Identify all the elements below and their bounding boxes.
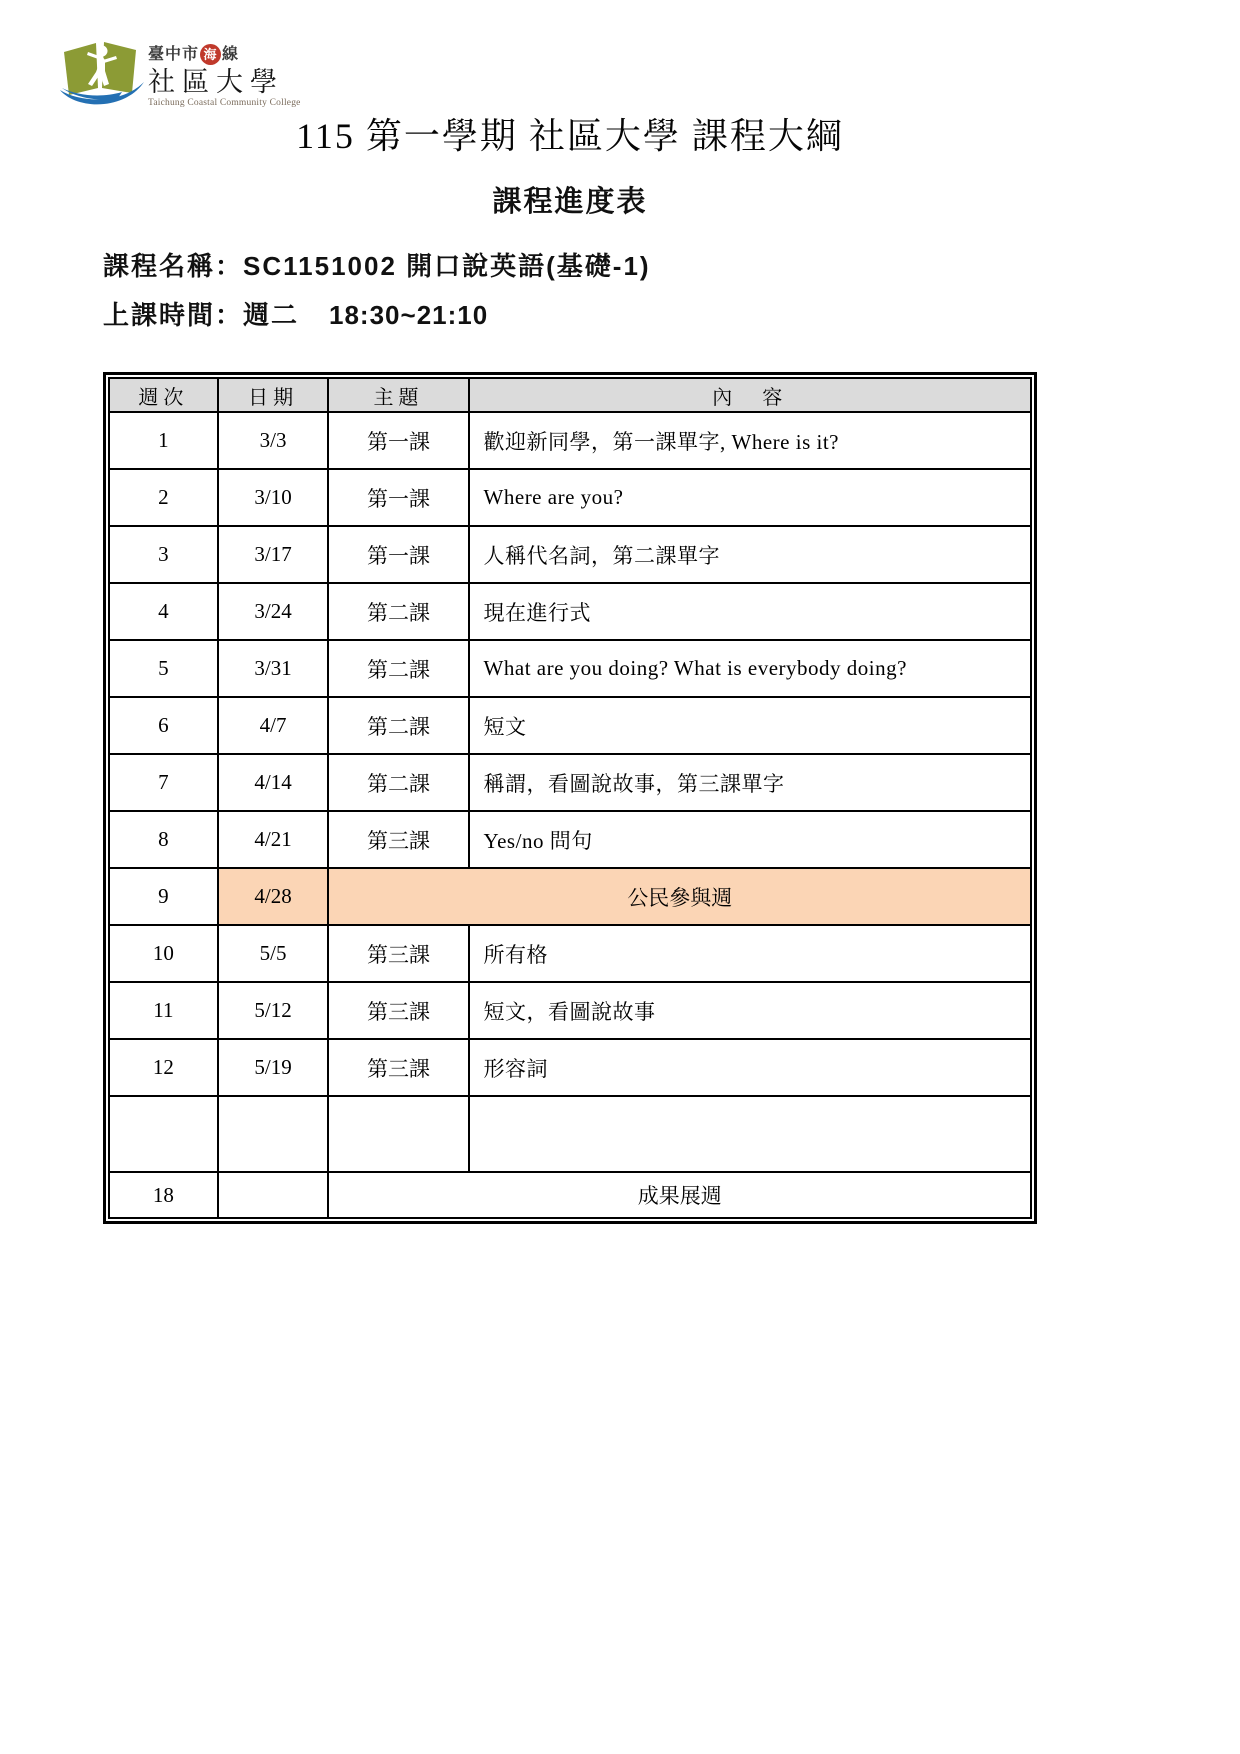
topic-cell: 第一課	[328, 526, 468, 583]
week-cell: 5	[109, 640, 218, 697]
schedule-table	[108, 377, 1032, 1219]
topic-cell: 第二課	[328, 640, 468, 697]
content-cell: Where are you?	[469, 469, 1031, 526]
week-cell: 18	[109, 1172, 218, 1218]
table-row	[109, 754, 1031, 811]
topic-cell: 第三課	[328, 811, 468, 868]
topic-cell: 第三課	[328, 925, 468, 982]
date-cell	[218, 1172, 329, 1218]
week-cell: 10	[109, 925, 218, 982]
topic-cell: 第三課	[328, 982, 468, 1039]
course-time-line	[103, 295, 1037, 332]
date-cell: 4/21	[218, 811, 329, 868]
course-time-value: 18:30~21:10	[329, 300, 489, 330]
content-cell: Yes/no 問句	[469, 811, 1031, 868]
content-cell: 短文	[469, 697, 1031, 754]
topic-cell: 第二課	[328, 754, 468, 811]
date-cell: 3/10	[218, 469, 329, 526]
content-cell	[469, 1096, 1031, 1172]
page-title: 115 第一學期 社區大學 課程大綱	[296, 116, 844, 156]
document-content	[103, 0, 1037, 1224]
schedule-table-border	[103, 372, 1037, 1224]
table-row	[109, 1172, 1031, 1218]
course-time-label: 上課時間：週二	[103, 300, 300, 330]
table-row	[109, 526, 1031, 583]
date-cell: 4/28	[218, 868, 329, 925]
content-cell: 稱謂，看圖說故事，第三課單字	[469, 754, 1031, 811]
course-name-line: 課程名稱：SC1151002 開口說英語(基礎-1)	[103, 251, 651, 281]
week-cell: 7	[109, 754, 218, 811]
col-header-content: 內 容	[469, 378, 1031, 412]
topic-cell: 第三課	[328, 1039, 468, 1096]
table-row	[109, 1096, 1031, 1172]
date-cell: 3/24	[218, 583, 329, 640]
topic-cell: 第一課	[328, 412, 468, 469]
table-row	[109, 640, 1031, 697]
week-cell: 6	[109, 697, 218, 754]
table-row	[109, 982, 1031, 1039]
week-cell: 9	[109, 868, 218, 925]
table-row	[109, 469, 1031, 526]
college-logo	[58, 38, 301, 109]
table-row	[109, 1039, 1031, 1096]
college-name-english: Taichung Coastal Community College	[148, 98, 301, 108]
date-cell	[218, 1096, 329, 1172]
week-cell: 12	[109, 1039, 218, 1096]
date-cell: 5/19	[218, 1039, 329, 1096]
content-cell: 形容詞	[469, 1039, 1031, 1096]
date-cell: 3/17	[218, 526, 329, 583]
merged-content-cell: 公民參與週	[328, 868, 1031, 925]
table-row	[109, 925, 1031, 982]
week-cell: 1	[109, 412, 218, 469]
content-cell: 歡迎新同學，第一課單字, Where is it?	[469, 412, 1031, 469]
content-cell: 所有格	[469, 925, 1031, 982]
date-cell: 5/12	[218, 982, 329, 1039]
week-cell: 8	[109, 811, 218, 868]
table-row	[109, 412, 1031, 469]
college-logo-book-icon	[58, 38, 146, 106]
merged-content-cell: 成果展週	[328, 1172, 1031, 1218]
table-row	[109, 583, 1031, 640]
content-cell: 現在進行式	[469, 583, 1031, 640]
college-name-calligraphy: 社區大學	[148, 67, 284, 97]
logo-line-text: 線	[222, 45, 240, 63]
col-header-date: 日期	[218, 378, 329, 412]
college-name-chinese	[148, 44, 301, 65]
content-cell: 短文，看圖說故事	[469, 982, 1031, 1039]
logo-city-text: 臺中市	[148, 45, 200, 63]
date-cell: 3/31	[218, 640, 329, 697]
week-cell: 2	[109, 469, 218, 526]
table-row	[109, 697, 1031, 754]
week-cell: 4	[109, 583, 218, 640]
col-header-week: 週次	[109, 378, 218, 412]
topic-cell: 第二課	[328, 697, 468, 754]
college-logo-text	[148, 38, 301, 109]
topic-cell: 第二課	[328, 583, 468, 640]
table-row	[109, 811, 1031, 868]
date-cell: 3/3	[218, 412, 329, 469]
content-cell: What are you doing? What is everybody doing?	[469, 640, 1031, 697]
week-cell: 3	[109, 526, 218, 583]
content-cell: 人稱代名詞，第二課單字	[469, 526, 1031, 583]
table-row	[109, 868, 1031, 925]
logo-sea-seal-icon: 海	[200, 44, 221, 65]
col-header-topic: 主題	[328, 378, 468, 412]
topic-cell	[328, 1096, 468, 1172]
topic-cell: 第一課	[328, 469, 468, 526]
table-header-row	[109, 378, 1031, 412]
date-cell: 4/7	[218, 697, 329, 754]
week-cell: 11	[109, 982, 218, 1039]
date-cell: 4/14	[218, 754, 329, 811]
page-subtitle: 課程進度表	[492, 186, 648, 218]
week-cell	[109, 1096, 218, 1172]
date-cell: 5/5	[218, 925, 329, 982]
